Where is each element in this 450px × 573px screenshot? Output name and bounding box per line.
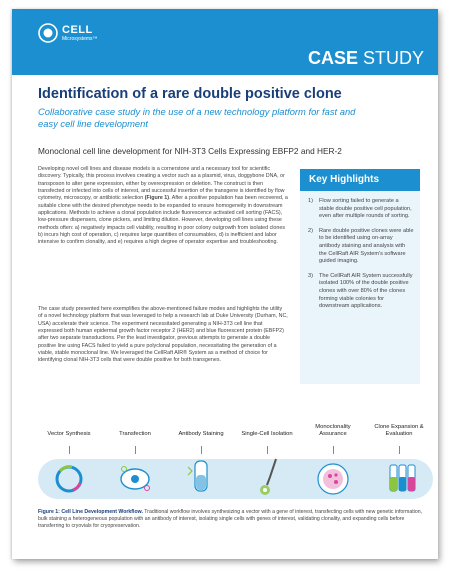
- case-study-label: [308, 49, 424, 67]
- step-connector: [267, 446, 268, 454]
- study-word: STUDY: [362, 48, 424, 68]
- section-heading: Monoclonal cell line development for NIH-3T3 Cells Expressing EBFP2 and HER-2: [38, 146, 342, 156]
- key-highlights-heading: Key Highlights: [300, 169, 420, 191]
- highlight-item: [308, 228, 414, 266]
- step-connector: [69, 446, 70, 454]
- clone-vials-icon: [390, 465, 415, 491]
- case-word: CASE: [307, 48, 358, 68]
- step-label-transfection: Transfection: [119, 430, 151, 437]
- workflow-illustration-graphic: [38, 455, 433, 503]
- monoclonality-well-icon: [318, 464, 348, 494]
- company-logo: [38, 23, 98, 43]
- document-subtitle: Collaborative case study in the use of a new technology platform for fast and easy cell line development: [38, 106, 356, 129]
- caption-title: Figure 1: Cell Line Development Workflow.: [38, 509, 143, 515]
- workflow-illustration: [38, 455, 433, 503]
- logo-wordmark: CELL: [62, 23, 93, 36]
- highlight-item: [308, 273, 414, 311]
- highlight-text: Flow sorting failed to generate a stable double positive cell population, even after multiple rounds of sorting.: [319, 198, 412, 220]
- key-highlights-list: [300, 191, 420, 311]
- figure-reference: (Figure 1): [144, 195, 170, 202]
- cell-logo-icon: [38, 23, 58, 43]
- step-connector: [333, 446, 334, 454]
- step-label-vector-synthesis: Vector Synthesis: [47, 430, 91, 437]
- step-label-single-cell-isolation: Single-Cell Isolation: [241, 430, 293, 437]
- step-label-clone-expansion: Clone Expansion & Evaluation: [374, 423, 424, 437]
- logo-subtext: Microsystems™: [62, 35, 98, 42]
- highlight-number: 1): [308, 198, 313, 204]
- intro-text-b: . After a positive population has been recovered, a suitable clone with the desired phenotype needs to be expanded to ensure homogeneity in downstream applications. Methods to achieve a clonal population include fluorescence activated cell sorting (FACS), low-pressure dispensers, clone pickers, and limiting dilution. However, developing cell lines using these methods often: a) negatively impacts cell viability, resulting in poor colony outgrowth from isolated clones b) incurs high cost of operation, c) requires large quantities of consumables, d) is inefficient and labor intensive to confirm clonality, and e) requires a high degree of operator expertise and troubleshooting.: [38, 195, 288, 246]
- highlight-text: Rare double positive clones were able to be identified using on-array antibody staining and analysis with the CellRaft AIR System's software guided imaging.: [319, 227, 414, 265]
- workflow-steps: [38, 394, 433, 454]
- document-title: Identification of a rare double positive clone: [38, 86, 342, 102]
- step-connector: [399, 446, 400, 454]
- step-label-antibody-staining: Antibody Staining: [178, 430, 224, 437]
- step-connector: [135, 446, 136, 454]
- highlight-item: [308, 198, 414, 221]
- case-study-paragraph: The case study presented here exemplifies the above-mentioned failure modes and highlights the utility of a novel technology platform that was leveraged to help a research lab at Duke University (Durham, NC, USA) accelerate their science. The experiment necessitated generating a NIH-3T3 cell line that expressed both human epidermal growth factor receptor 2 (HER2) and blue fluorescent protein (EBFP2) after two separate transductions. Per the lead investigator, previous attempts to generate a double positive line using FACS failed to yield a pure polyclonal population, necessitating the generation of a viable, stable monoclonal line. We leveraged the CellRaft AIR® System as a method of choice for identifying clonal NIH-3T3 cells that were double positive for both transgenes.: [38, 306, 288, 364]
- caption-text: Traditional workflow involves synthesizing a vector with a gene of interest, transfecting cells with new genetic information, bulk staining a heterogeneous population with an antibody of interest, isolating single cells with genes of interest, validating clonality, and expanding cells before transferring to cryovials for cryopreservation.: [38, 509, 423, 529]
- figure-caption: [38, 509, 430, 529]
- step-label-monoclonality: Monoclonality Assurance: [315, 423, 351, 437]
- highlight-text: The CellRaft AIR System successfully isolated 100% of the double positive clones with over 80% of the clones forming viable colonies for downstream applications.: [319, 272, 413, 310]
- key-highlights-box: [300, 169, 420, 384]
- intro-paragraph: [38, 166, 288, 247]
- highlight-number: 2): [308, 227, 313, 234]
- step-connector: [201, 446, 202, 454]
- header-banner: [12, 9, 438, 75]
- document-page: [12, 9, 438, 559]
- highlight-number: 3): [308, 272, 313, 279]
- intro-text-a: Developing novel cell lines and disease models is a cornerstone and a necessary tool for scientific discovery. Typically, this process involves creating a vector such as a plasmid, virus, doggybone DNA, or transposon to alter gene expression, either by overexpression or deletion. The construct is then transfected or infected into cells of interest, and successful insertion of the transgene is identified by flow cytometry, microscopy, or antibiotic selection: [38, 166, 285, 202]
